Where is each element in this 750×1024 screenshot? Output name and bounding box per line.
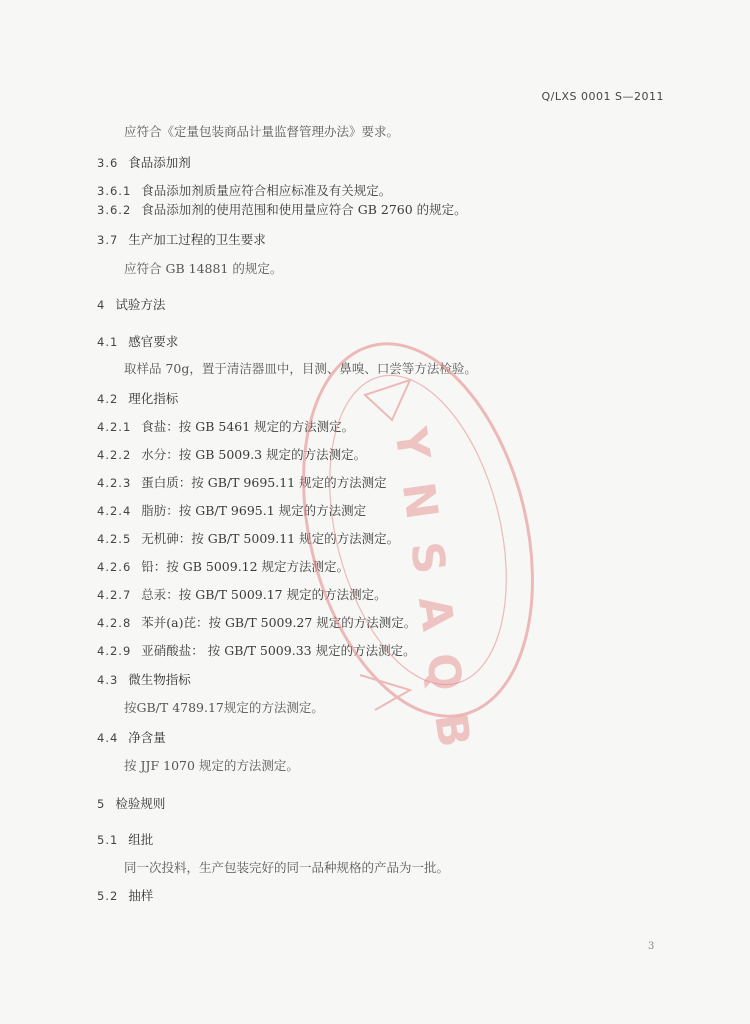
- stamp-lettering: [384, 423, 480, 754]
- section-heading: [97, 332, 178, 350]
- chapter-number: 5: [97, 797, 106, 811]
- section-heading: [97, 728, 166, 746]
- chapter-title: 检验规则: [115, 796, 166, 811]
- section-heading: [97, 389, 178, 407]
- section-heading: [97, 153, 191, 171]
- section-title: 组批: [128, 832, 154, 847]
- section-title: 净含量: [128, 730, 166, 745]
- page-number: 3: [648, 941, 655, 952]
- clause-line: [97, 417, 354, 435]
- clause-text: 食品添加剂质量应符合相应标准及有关规定。: [141, 183, 392, 198]
- line-text: 同一次投料，生产包装完好的同一品种规格的产品为一批。: [124, 860, 450, 875]
- line-text: 按 JJF 1070 规定的方法测定。: [124, 758, 299, 773]
- section-heading: [97, 886, 153, 904]
- clause-line: [97, 473, 387, 491]
- section-number: 4.4: [97, 731, 119, 745]
- section-title: 食品添加剂: [128, 155, 191, 170]
- section-number: 4.3: [97, 673, 119, 687]
- clause-line: [97, 181, 391, 199]
- clause-line: [97, 613, 416, 631]
- clause-text: 食盐：按 GB 5461 规定的方法测定。: [141, 419, 355, 434]
- clause-line: [97, 529, 399, 547]
- paragraph-line: [124, 756, 299, 774]
- chapter-title: 试验方法: [115, 297, 166, 312]
- section-number: 3.7: [97, 233, 119, 247]
- clause-text: 无机砷：按 GB/T 5009.11 规定的方法测定。: [141, 531, 400, 546]
- paragraph-line: [124, 858, 449, 876]
- clause-text: 蛋白质：按 GB/T 9695.11 规定的方法测定: [141, 475, 387, 490]
- clause-number: 4.2.6: [97, 560, 132, 574]
- line-text: 应符合 GB 14881 的规定。: [124, 261, 283, 276]
- section-title: 生产加工过程的卫生要求: [128, 232, 266, 247]
- chapter-heading: [97, 295, 165, 313]
- paragraph-line: [124, 359, 477, 377]
- section-number: 5.2: [97, 889, 119, 903]
- line-text: 应符合《定量包装商品计量监督管理办法》要求。: [124, 124, 400, 139]
- clause-text: 水分：按 GB 5009.3 规定的方法测定。: [141, 447, 367, 462]
- clause-line: [97, 445, 366, 463]
- paragraph-line: [124, 698, 324, 716]
- stamp-arc-mark: [360, 675, 410, 710]
- paragraph-line: [124, 259, 282, 277]
- clause-line: [97, 557, 349, 575]
- section-number: 4.1: [97, 335, 119, 349]
- clause-text: 亚硝酸盐： 按 GB/T 5009.33 规定的方法测定。: [141, 643, 416, 658]
- stamp-emblem-icon: [365, 380, 410, 420]
- section-heading: [97, 230, 266, 248]
- clause-number: 4.2.9: [97, 644, 132, 658]
- section-number: 5.1: [97, 833, 119, 847]
- clause-number: 4.2.7: [97, 588, 132, 602]
- line-text: 按GB/T 4789.17规定的方法测定。: [124, 700, 324, 715]
- clause-text: 食品添加剂的使用范围和使用量应符合 GB 2760 的规定。: [141, 202, 467, 217]
- clause-line: [97, 200, 467, 218]
- section-number: 3.6: [97, 156, 119, 170]
- document-code: Q/LXS 0001 S—2011: [541, 90, 664, 103]
- section-title: 感官要求: [128, 334, 179, 349]
- clause-line: [97, 585, 387, 603]
- svg-text:Y N S A Q B: Y N S A Q B: [384, 424, 480, 755]
- line-text: 取样品 70g，置于清洁器皿中，目测、鼻嗅、口尝等方法检验。: [124, 361, 477, 376]
- paragraph-line: [124, 122, 399, 140]
- section-title: 抽样: [128, 888, 154, 903]
- chapter-number: 4: [97, 298, 106, 312]
- clause-number: 4.2.5: [97, 532, 132, 546]
- section-number: 4.2: [97, 392, 119, 406]
- clause-line: [97, 501, 366, 519]
- clause-number: 3.6.2: [97, 203, 132, 217]
- clause-number: 3.6.1: [97, 184, 132, 198]
- clause-text: 总汞：按 GB/T 5009.17 规定的方法测定。: [141, 587, 387, 602]
- clause-number: 4.2.1: [97, 420, 132, 434]
- clause-text: 脂肪：按 GB/T 9695.1 规定的方法测定: [141, 503, 367, 518]
- clause-text: 铅：按 GB 5009.12 规定方法测定。: [141, 559, 350, 574]
- clause-number: 4.2.8: [97, 616, 132, 630]
- section-title: 理化指标: [128, 391, 179, 406]
- section-title: 微生物指标: [128, 672, 191, 687]
- section-heading: [97, 830, 153, 848]
- chapter-heading: [97, 794, 165, 812]
- clause-number: 4.2.3: [97, 476, 132, 490]
- section-heading: [97, 670, 191, 688]
- clause-number: 4.2.2: [97, 448, 132, 462]
- clause-text: 苯并(a)芘：按 GB/T 5009.27 规定的方法测定。: [141, 615, 417, 630]
- clause-line: [97, 641, 416, 659]
- clause-number: 4.2.4: [97, 504, 132, 518]
